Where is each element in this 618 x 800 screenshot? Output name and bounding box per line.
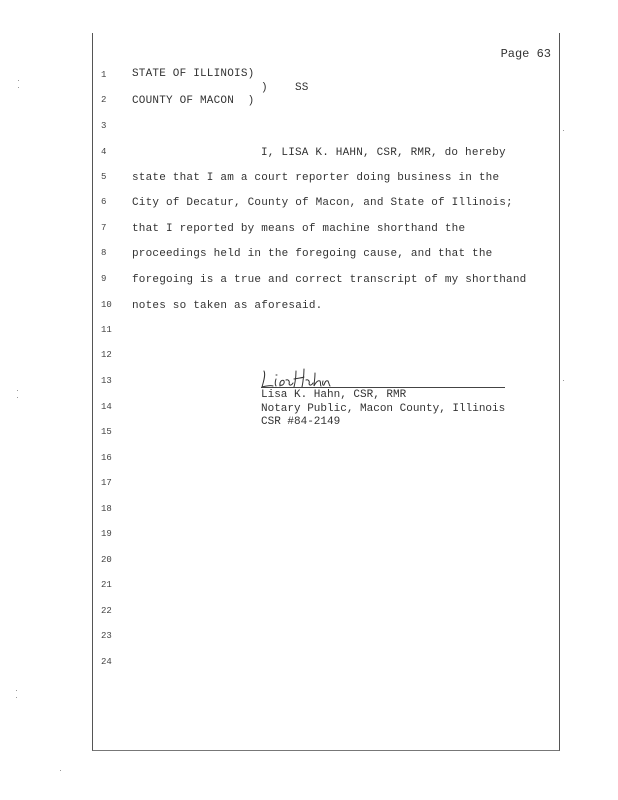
page-number: Page 63 — [500, 47, 551, 61]
line-number: 18 — [101, 504, 112, 514]
scan-speck — [16, 697, 17, 698]
line-number: 2 — [101, 95, 107, 105]
line-number: 1 — [101, 70, 107, 80]
line-number: 3 — [101, 121, 107, 131]
line-number: 12 — [101, 350, 112, 360]
line-number: 21 — [101, 580, 112, 590]
line-number: 22 — [101, 606, 112, 616]
line-number: 4 — [101, 147, 107, 157]
caption-state: STATE OF ILLINOIS) — [132, 68, 255, 80]
line-number: 8 — [101, 248, 107, 258]
line-number: 5 — [101, 172, 107, 182]
scan-speck — [18, 87, 19, 88]
scan-speck — [563, 380, 564, 381]
line-number: 17 — [101, 478, 112, 488]
certificate-line: state that I am a court reporter doing business in the — [132, 172, 500, 184]
line-number: 7 — [101, 223, 107, 233]
scan-speck — [563, 130, 564, 131]
scan-speck — [17, 397, 18, 398]
scan-speck — [17, 390, 18, 391]
certificate-line: City of Decatur, County of Macon, and State of Illinois; — [132, 197, 513, 209]
line-number: 10 — [101, 300, 112, 310]
scan-speck — [16, 690, 17, 691]
certificate-line: I, LISA K. HAHN, CSR, RMR, do hereby — [261, 147, 506, 159]
line-number: 14 — [101, 402, 112, 412]
line-number: 23 — [101, 631, 112, 641]
line-number: 24 — [101, 657, 112, 667]
line-number: 11 — [101, 325, 112, 335]
license-number: CSR #84-2149 — [261, 416, 341, 428]
signature-line — [261, 387, 505, 388]
notary-title: Notary Public, Macon County, Illinois — [261, 403, 506, 415]
line-number: 16 — [101, 453, 112, 463]
transcript-page — [92, 33, 560, 751]
line-number: 9 — [101, 274, 107, 284]
line-number: 20 — [101, 555, 112, 565]
reporter-name: Lisa K. Hahn, CSR, RMR — [261, 389, 407, 401]
caption-ss: ) SS — [261, 82, 309, 94]
line-number: 15 — [101, 427, 112, 437]
scan-speck — [18, 80, 19, 81]
certificate-line: proceedings held in the foregoing cause, and that the — [132, 248, 493, 260]
line-number: 6 — [101, 197, 107, 207]
certificate-line: notes so taken as aforesaid. — [132, 300, 323, 312]
certificate-line: that I reported by means of machine shorthand the — [132, 223, 466, 235]
line-number: 13 — [101, 376, 112, 386]
line-number: 19 — [101, 529, 112, 539]
scan-speck — [60, 770, 61, 771]
caption-county: COUNTY OF MACON ) — [132, 95, 255, 107]
certificate-line: foregoing is a true and correct transcript of my shorthand — [132, 274, 527, 286]
